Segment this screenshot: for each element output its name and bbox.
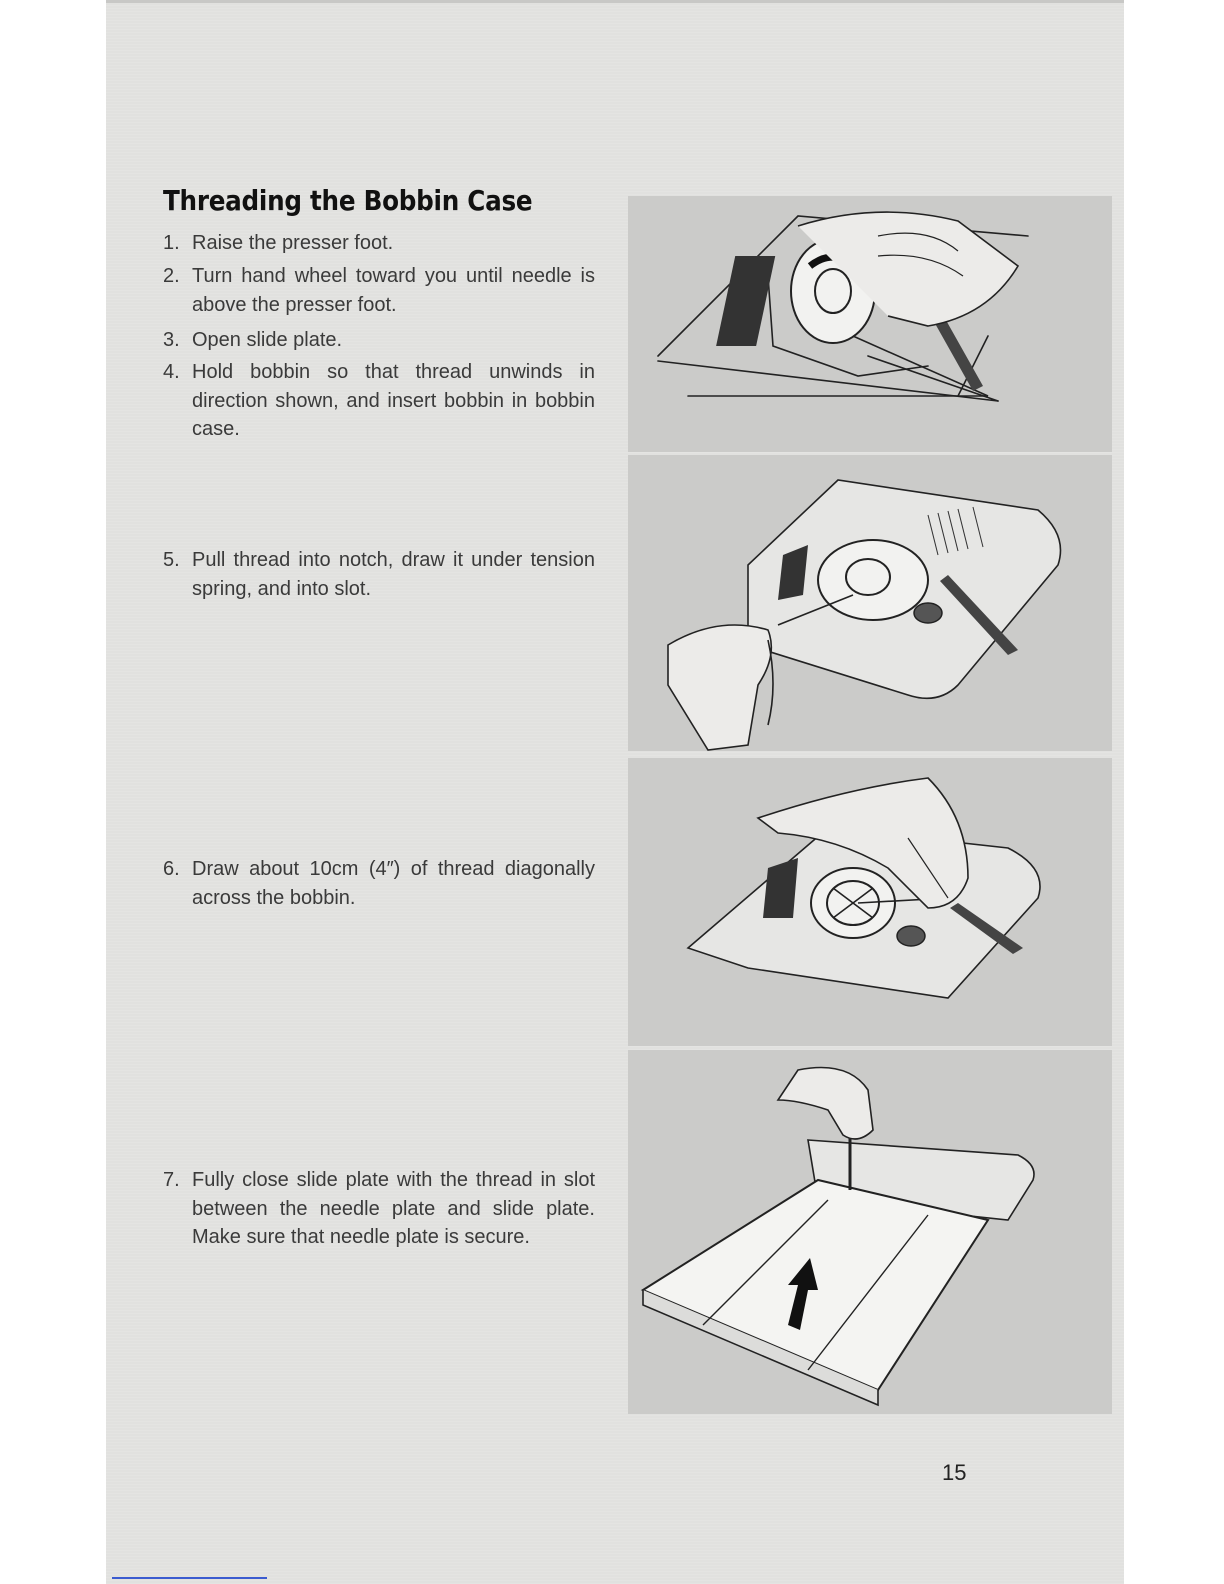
step-4 <box>163 358 595 444</box>
page-title: Threading the Bobbin Case <box>163 184 533 217</box>
draw-thread-illustration <box>628 758 1112 1046</box>
step-text: Raise the presser foot. <box>192 232 394 254</box>
close-slide-plate-illustration <box>628 1050 1112 1414</box>
step-1 <box>163 229 595 258</box>
step-text: Fully close slide plate with the thread in slot between the needle plate and slide plate. Make sure that needle plate is secure. <box>192 1169 595 1248</box>
hand-icon <box>668 625 771 750</box>
step-number: 4. <box>163 361 180 383</box>
step-text: Hold bobbin so that thread unwinds in direction shown, and insert bobbin in bobbin case. <box>192 361 595 440</box>
step-2 <box>163 262 595 319</box>
step-text: Open slide plate. <box>192 329 343 351</box>
step-7 <box>163 1166 595 1252</box>
step-number: 6. <box>163 858 180 880</box>
step-5 <box>163 546 595 603</box>
step-number: 7. <box>163 1169 180 1191</box>
bobbin-case-cavity <box>763 858 798 918</box>
step-6 <box>163 855 595 912</box>
step-number: 5. <box>163 549 180 571</box>
step-number: 2. <box>163 265 180 287</box>
figure-draw-thread <box>628 758 1112 1046</box>
step-3 <box>163 326 595 355</box>
bobbin-case-cavity <box>716 256 775 346</box>
bottom-link-underline[interactable] <box>112 1577 267 1579</box>
step-number: 1. <box>163 232 180 254</box>
figure-close-slide-plate <box>628 1050 1112 1414</box>
hand-icon <box>778 1068 873 1140</box>
step-text: Pull thread into notch, draw it under tension spring, and into slot. <box>192 549 595 600</box>
page-top-edge <box>106 0 1124 3</box>
bobbin <box>818 540 928 620</box>
step-number: 3. <box>163 329 180 351</box>
page-number: 15 <box>942 1460 967 1485</box>
step-text: Turn hand wheel toward you until needle is above the presser foot. <box>192 265 595 316</box>
insert-bobbin-illustration <box>628 196 1112 452</box>
figure-thread-notch <box>628 455 1112 751</box>
thread-notch-illustration <box>628 455 1112 751</box>
figure-insert-bobbin <box>628 196 1112 452</box>
step-text: Draw about 10cm (4″) of thread diagonally across the bobbin. <box>192 858 595 909</box>
